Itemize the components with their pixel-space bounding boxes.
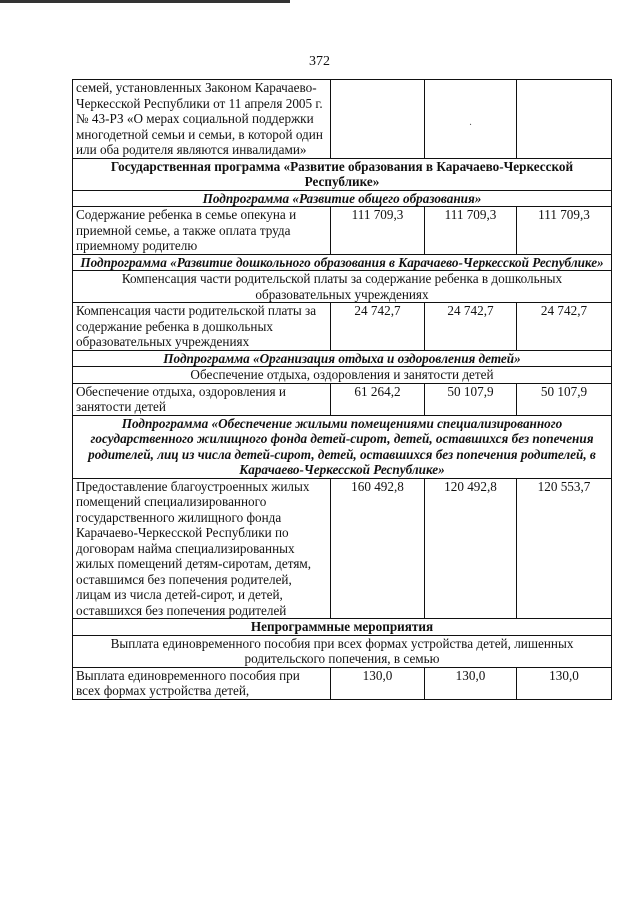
subprogram-heading: Подпрограмма «Развитие дошкольного образования в Карачаево-Черкесской Республике» (73, 254, 612, 271)
table-row (73, 367, 612, 384)
value-cell (425, 80, 517, 159)
value-cell: 24 742,7 (331, 303, 425, 351)
table-row (73, 190, 612, 207)
table-row (73, 271, 612, 303)
value-cell: 160 492,8 (331, 478, 425, 619)
row-description: Выплата единовременного пособия при всех формах устройства детей, (73, 667, 331, 699)
subprogram-heading: Подпрограмма «Развитие общего образования» (73, 190, 612, 207)
table-row (73, 254, 612, 271)
table-row (73, 207, 612, 255)
value-cell: 130,0 (425, 667, 517, 699)
row-description: Обеспечение отдыха, оздоровления и занятости детей (73, 383, 331, 415)
value-cell: 120 492,8 (425, 478, 517, 619)
row-description: Компенсация части родительской платы за содержание ребенка в дошкольных образовательных учреждениях (73, 303, 331, 351)
value-cell (517, 80, 612, 159)
value-cell: 24 742,7 (425, 303, 517, 351)
table-row (73, 303, 612, 351)
stray-mark: · (468, 120, 473, 131)
measure-heading: Компенсация части родительской платы за содержание ребенка в дошкольных образовательных учреждениях (73, 271, 612, 303)
table-row (73, 158, 612, 190)
measure-heading: Обеспечение отдыха, оздоровления и занятости детей (73, 367, 612, 384)
table-row (73, 619, 612, 636)
subprogram-heading: Подпрограмма «Обеспечение жилыми помещениями специализированного государственного жилищного фонда детей-сирот, детей, оставшихся без попечения родителей, лиц из числа детей-сирот, детей, оставшихся без попечения родителей, в Карачаево-Черкесской Республике» (73, 415, 612, 478)
value-cell: 50 107,9 (517, 383, 612, 415)
budget-table (72, 79, 612, 700)
value-cell: 130,0 (517, 667, 612, 699)
program-heading: Непрограммные мероприятия (73, 619, 612, 636)
value-cell: 120 553,7 (517, 478, 612, 619)
table-row (73, 350, 612, 367)
table-row (73, 80, 612, 159)
program-heading: Государственная программа «Развитие образования в Карачаево-Черкесской Республике» (73, 158, 612, 190)
value-cell (331, 80, 425, 159)
value-cell: 50 107,9 (425, 383, 517, 415)
value-cell: 111 709,3 (517, 207, 612, 255)
value-cell: 61 264,2 (331, 383, 425, 415)
value-cell: 111 709,3 (331, 207, 425, 255)
row-description: Предоставление благоустроенных жилых помещений специализированного государственного жилищного фонда Карачаево-Черкесской Республики по договорам найма специализированных жилых помещений детям-сиротам, детям, оставшимся без попечения родителей, лицам из числа детей-сирот, и детей, оставшихся без попечения родителей (73, 478, 331, 619)
top-rule (0, 0, 290, 3)
table-row (73, 383, 612, 415)
subprogram-heading: Подпрограмма «Организация отдыха и оздоровления детей» (73, 350, 612, 367)
value-cell: 111 709,3 (425, 207, 517, 255)
value-cell: 130,0 (331, 667, 425, 699)
table-row (73, 478, 612, 619)
table-row (73, 635, 612, 667)
row-description: Содержание ребенка в семье опекуна и приемной семье, а также оплата труда приемному родителю (73, 207, 331, 255)
measure-heading: Выплата единовременного пособия при всех формах устройства детей, лишенных родительского попечения, в семью (73, 635, 612, 667)
table-row (73, 415, 612, 478)
page-number: 372 (309, 54, 330, 69)
row-description: семей, установленных Законом Карачаево-Черкесской Республики от 11 апреля 2005 г. № 43-РЗ «О мерах социальной поддержки многодетной семьи и семьи, в которой один или оба родителя являются инвалидами» (73, 80, 331, 159)
table-row (73, 667, 612, 699)
value-cell: 24 742,7 (517, 303, 612, 351)
